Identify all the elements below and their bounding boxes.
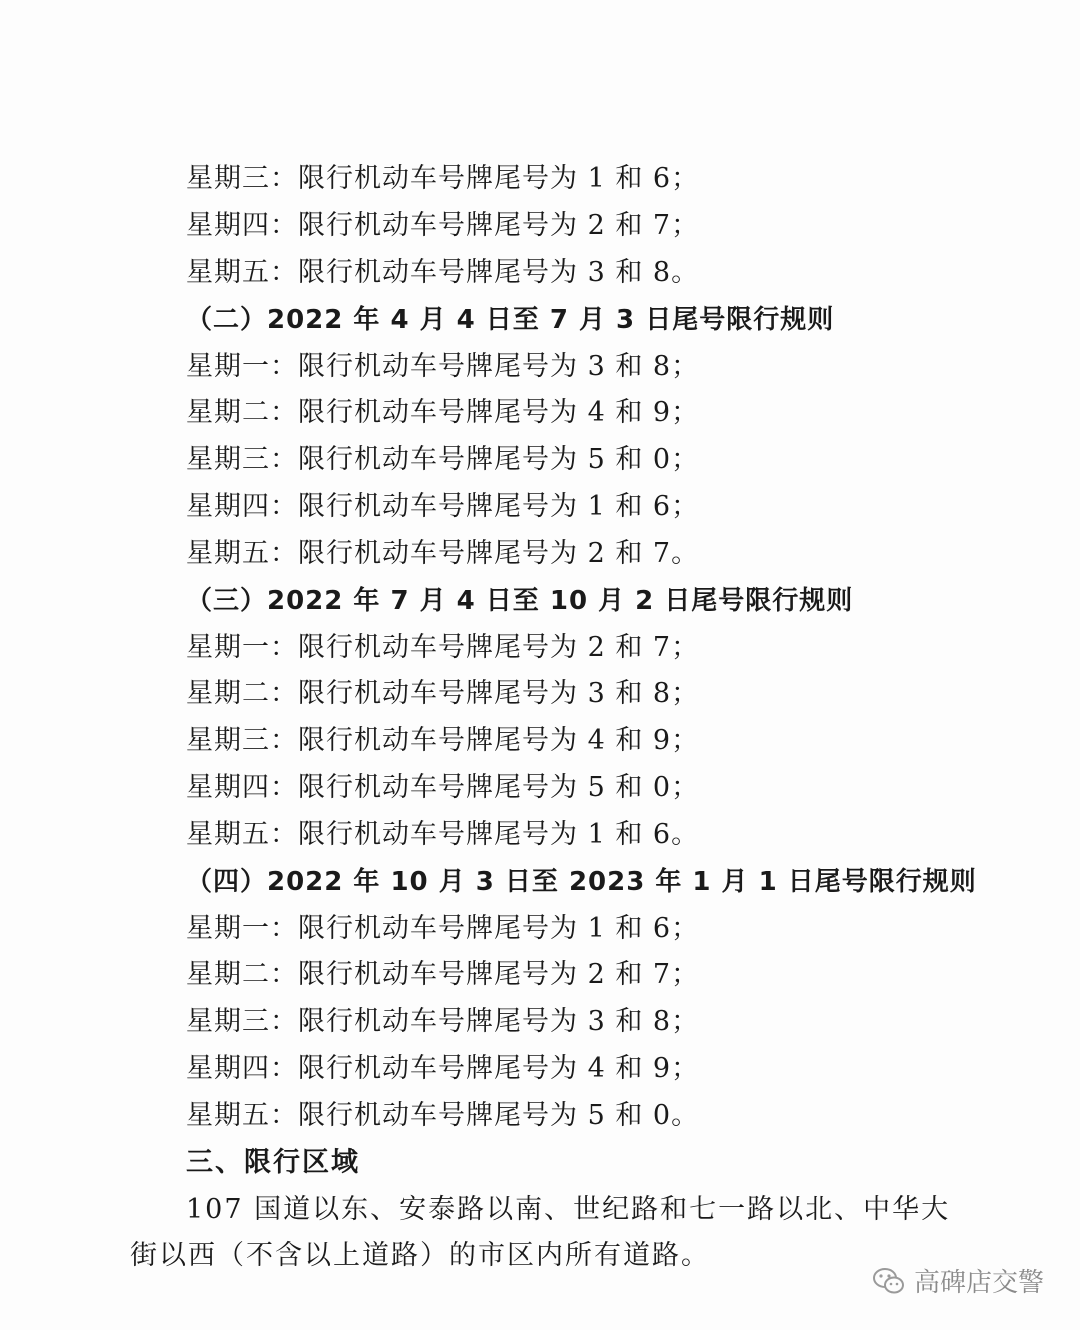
rule-line-fri-3: 星期五：限行机动车号牌尾号为 1 和 6。: [186, 819, 700, 850]
rule-line-thu-4: 星期四：限行机动车号牌尾号为 4 和 9；: [186, 1053, 700, 1084]
rule-line-tue-3: 星期二：限行机动车号牌尾号为 3 和 8；: [186, 678, 700, 709]
rule-line-mon-2: 星期一：限行机动车号牌尾号为 3 和 8；: [186, 351, 700, 382]
rule-line-thu-3: 星期四：限行机动车号牌尾号为 5 和 0；: [186, 772, 700, 803]
rule-line-mon-4: 星期一：限行机动车号牌尾号为 1 和 6；: [186, 913, 700, 944]
area-paragraph-line-2: 街以西（不含以上道路）的市区内所有道路。: [130, 1240, 710, 1271]
watermark: [872, 1262, 1044, 1299]
rule-line-wed-2: 星期三：限行机动车号牌尾号为 5 和 0；: [186, 444, 700, 475]
rule-heading-2: （二）2022 年 4 月 4 日至 7 月 3 日尾号限行规则: [186, 305, 835, 335]
rule-line-fri-2: 星期五：限行机动车号牌尾号为 2 和 7。: [186, 538, 700, 569]
wechat-icon: [872, 1266, 906, 1296]
rule-line-fri-4: 星期五：限行机动车号牌尾号为 5 和 0。: [186, 1100, 700, 1131]
area-paragraph-line-1: 107 国道以东、安泰路以南、世纪路和七一路以北、中华大: [186, 1194, 951, 1225]
watermark-text: 高碑店交警: [913, 1268, 1044, 1298]
section-title: 三、限行区域: [186, 1147, 360, 1178]
rule-line-fri-1: 星期五：限行机动车号牌尾号为 3 和 8。: [186, 257, 700, 288]
rule-line-wed-3: 星期三：限行机动车号牌尾号为 4 和 9；: [186, 725, 700, 756]
rule-heading-4: （四）2022 年 10 月 3 日至 2023 年 1 月 1 日尾号限行规则: [186, 867, 977, 897]
rule-line-tue-4: 星期二：限行机动车号牌尾号为 2 和 7；: [186, 959, 700, 990]
rule-line-mon-3: 星期一：限行机动车号牌尾号为 2 和 7；: [186, 632, 700, 663]
rule-line-thu-1: 星期四：限行机动车号牌尾号为 2 和 7；: [186, 210, 700, 241]
rule-line-tue-2: 星期二：限行机动车号牌尾号为 4 和 9；: [186, 397, 700, 428]
rule-line-wed-1: 星期三：限行机动车号牌尾号为 1 和 6；: [186, 163, 700, 194]
rule-heading-3: （三）2022 年 7 月 4 日至 10 月 2 日尾号限行规则: [186, 586, 854, 616]
rule-line-thu-2: 星期四：限行机动车号牌尾号为 1 和 6；: [186, 491, 700, 522]
rule-line-wed-4: 星期三：限行机动车号牌尾号为 3 和 8；: [186, 1006, 700, 1037]
